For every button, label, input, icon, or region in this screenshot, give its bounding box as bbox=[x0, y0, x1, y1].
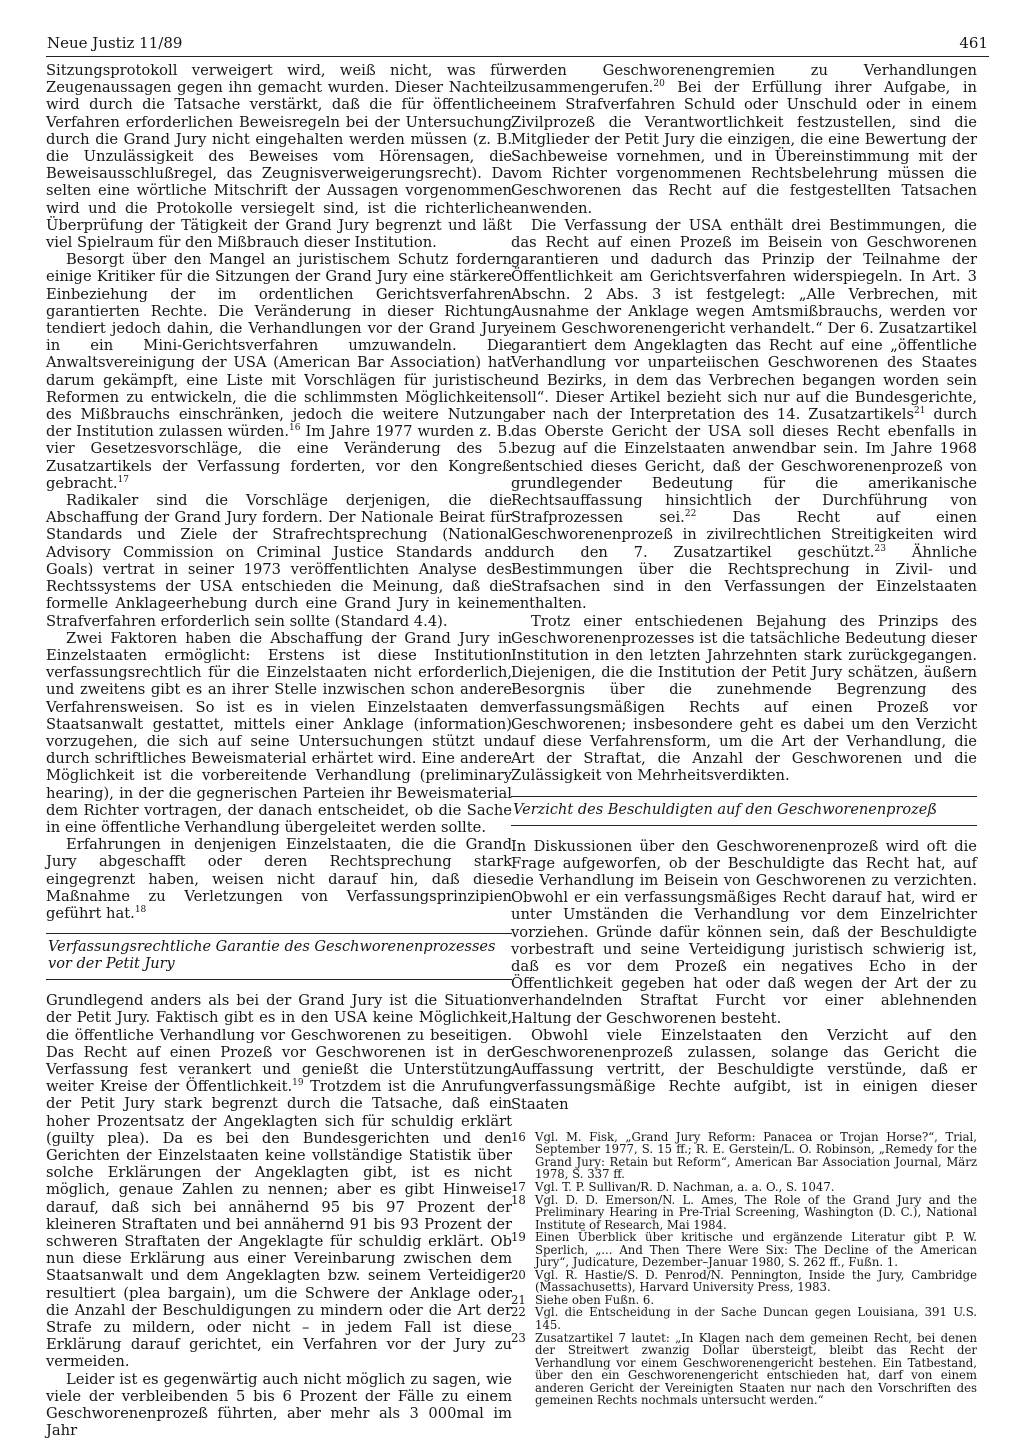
footnote-ref: 21 bbox=[914, 406, 926, 417]
paragraph-text: Leider ist es gegenwärtig auch nicht möglich zu sagen, wie viele der verbleibenden 5 bis 6 Prozent der Fälle zu einem Geschworenenprozeß führten, aber mehr als 3 000mal im Jahr bbox=[46, 1370, 512, 1439]
paragraph-text: Bei der Erfüllung ihrer Aufgabe, in einem Strafverfahren Schuld oder Unschuld oder in einem Zivilprozeß die Verantwortlichkeit festzustellen, sind die Mitglieder der Petit Jury die einzigen, die eine Bewertung der Sachbeweise vornehmen, und in Übereinstimmung mit der vom Richter vorgenommenen Rechtsbelehrung müssen die Geschworenen das Recht auf die festgestellten Tatsachen anwenden. bbox=[511, 79, 977, 217]
paragraph-text: Ähnliche Bestimmungen über die Rechtsprechung in Zivil- und Strafsachen sind in den Verfassungen der Einzelstaaten enthalten. bbox=[511, 543, 978, 613]
paragraph-text: Zwei Faktoren haben die Abschaffung der Grand Jury in Einzelstaaten ermöglicht: Erstens ist diese Institution verfassungsrechtlich für die Einzelstaaten nicht erforderlich, und zweitens gibt es an ihrer Stelle inzwischen schon andere Verfahrensweisen. So ist es in vielen Einzelstaaten dem Staatsanwalt gestattet, mittels einer Anklage (information) vorzugehen, die sich auf seine Untersuchungen stützt und durch schriftliches Beweismaterial erhärtet wird. Eine andere Möglichkeit ist die vorbereitende Verhandlung (preliminary hearing), in der die gegnerischen Parteien ihr Beweismaterial dem Richter vortragen, der danach entscheidet, ob die Sache in eine öffentliche Verhandlung übergeleitet werden sollte. bbox=[46, 629, 512, 836]
footnote bbox=[511, 1181, 977, 1194]
right-paragraphs-2 bbox=[511, 838, 977, 1113]
footnote-number: 20 bbox=[511, 1267, 526, 1282]
paragraph bbox=[46, 251, 512, 492]
footnote-text: Einen Überblick über kritische und ergänzende Literatur gibt P. W. Sperlich, „... And Then There Were Six: The Decline of the American Jury“, Judicature, Dezember–Januar 1980, S. 262 ff., Fußn. 1. bbox=[535, 1230, 977, 1270]
footnote-number: 18 bbox=[511, 1192, 526, 1207]
paragraph bbox=[511, 62, 977, 217]
section-heading: Verfassungsrechtliche Garantie des Geschworenenprozesses vor der Petit Jury bbox=[48, 939, 496, 973]
footnote-number: 23 bbox=[511, 1330, 526, 1345]
footnote bbox=[511, 1131, 977, 1181]
footnote-ref: 16 bbox=[289, 423, 301, 434]
footnote-ref: 22 bbox=[684, 509, 697, 520]
footnote-number: 22 bbox=[511, 1305, 526, 1320]
header-rule bbox=[46, 56, 989, 57]
footnote-text: Vgl. T. P. Sullivan/R. D. Nachman, a. a. O., S. 1047. bbox=[535, 1179, 835, 1194]
paragraph bbox=[511, 613, 977, 785]
footnote bbox=[511, 1269, 977, 1294]
footnote-text: Zusatzartikel 7 lautet: „In Klagen nach dem gemeinen Recht, bei denen der Streitwert zwanzig Dollar übersteigt, bleibt das Recht der Verhandlung vor einem Geschworenengericht bestehen. Ein Tatbestand, über den ein Geschworenengericht entschieden hat, darf von einem anderen Gericht der Vereinigten Staaten nur nach den Vorschriften des gemeinen Rechts nochmals untersucht werden.“ bbox=[535, 1330, 977, 1408]
footnote bbox=[511, 1332, 977, 1407]
paragraph-text: Im Jahre 1977 wurden z. B. vier Gesetzesvorschläge, die eine Veränderung des 5. Zusatzartikels der Verfassung forderten, vor den Kongreß gebracht. bbox=[46, 423, 512, 492]
paragraph-text: Obwohl viele Einzelstaaten den Verzicht auf den Geschworenenprozeß zulassen, solange das Gericht die Auffassung vertritt, der Beschuldigte verstünde, daß er verfassungsmäßige Rechte aufgibt, ist in einigen dieser Staaten bbox=[511, 1026, 977, 1113]
right-column bbox=[511, 62, 977, 1407]
footnote bbox=[511, 1306, 977, 1331]
paragraph-text: Grundlegend anders als bei der Grand Jury ist die Situation der Petit Jury. Faktisch gibt es in den USA keine Möglichkeit, die öffentliche Verhandlung vor Geschworenen zu beseitigen. Das Recht auf einen Prozeß vor Geschworenen ist in der Verfassung fest verankert und genießt die Unterstützung weiter Kreise der Öffentlichkeit. bbox=[46, 992, 512, 1096]
footnote-number: 19 bbox=[511, 1230, 526, 1245]
page-number: 461 bbox=[959, 34, 988, 52]
paragraph bbox=[511, 217, 977, 613]
footnote-ref: 17 bbox=[117, 474, 129, 485]
paragraph bbox=[46, 992, 512, 1370]
section-heading-box-2 bbox=[511, 796, 977, 826]
paragraph-text: Erfahrungen in denjenigen Einzelstaaten, die die Grand Jury abgeschafft oder deren Rechtsprechung stark eingegrenzt haben, weisen nicht darauf hin, daß diese Maßnahme zu Verletzungen von Verfassungsprinzipien geführt hat. bbox=[46, 836, 512, 922]
paragraph-text: Das Recht auf einen Geschworenenprozeß in zivilrechtlichen Streitigkeiten wird durch den 7. Zusatzartikel geschützt. bbox=[511, 509, 977, 561]
paragraph-text: Die Verfassung der USA enthält drei Bestimmungen, die das Recht auf einen Prozeß im Beisein von Geschworenen garantieren und dadurch das Prinzip der Teilnahme der Öffentlichkeit am Gerichtsverfahren widerspiegeln. In Art. 3 Abschn. 2 Abs. 3 ist festgelegt: „Alle Verbrechen, mit Ausnahme der Anklage wegen Amtsmißbrauchs, werden vor einem Geschworenengericht verhandelt.“ Der 6. Zusatzartikel garantiert dem Angeklagten das Recht auf eine „öffentliche Verhandlung vor unparteiischen Geschworenen des Staates und Bezirks, in dem das Verbrechen begangen worden sein soll“. Dieser Artikel bezieht sich nur auf die Bundesgerichte, aber nach der Interpretation des 14. Zusatzartikels bbox=[511, 216, 977, 424]
paragraph-text: durch das Oberste Gericht der USA soll dieses Recht ebenfalls in bezug auf die Einzelstaaten anwendbar sein. Im Jahre 1968 entschied dieses Gericht, daß der Geschworenenprozeß von grundlegender Bedeutung für die amerikanische Rechtsauffassung hinsichtlich der Durchführung von Strafprozessen sei. bbox=[511, 406, 977, 527]
footnote-number: 21 bbox=[511, 1292, 526, 1307]
footnote-ref: 19 bbox=[292, 1078, 304, 1089]
footnote-text: Vgl. die Entscheidung in der Sache Duncan gegen Louisiana, 391 U.S. 145. bbox=[535, 1305, 977, 1332]
paragraph-text: Trotzdem ist die Anrufung der Petit Jury stark begrenzt durch die Tatsache, daß ein hoher Prozentsatz der Angeklagten sich für schuldig erklärt (guilty plea). Da es bei den Bundesgerichten und den Gerichten der Einzelstaaten keine vollständige Statistik über solche Erklärungen der Angeklagten gibt, ist es nicht möglich, genaue Zahlen zu nennen; aber es gibt Hinweise darauf, daß sich bei annähernd 95 bis 97 Prozent der kleineren Straftaten und bei annähernd 91 bis 93 Prozent der schweren Straftaten der Angeklagte für schuldig erklärt. Ob nun diese Erklärung aus einer Vereinbarung zwischen dem Staatsanwalt und dem Angeklagten bzw. seinem Verteidiger resultiert (plea bargain), um die Schwere der Anklage oder die Anzahl der Beschuldigungen zu mindern oder die Art der Strafe zu mildern, oder nicht – in jedem Fall ist diese Erklärung darauf gerichtet, ein Verfahren vor der Jury zu vermeiden. bbox=[46, 1078, 512, 1371]
footnote-text: Siehe oben Fußn. 6. bbox=[535, 1292, 655, 1307]
footnote-text: Vgl. D. D. Emerson/N. L. Ames, The Role of the Grand Jury and the Preliminary Hearing in Pre-Trial Screening, Washington (D. C.), National Institute of Research, Mai 1984. bbox=[535, 1192, 977, 1232]
footnote-number: 16 bbox=[511, 1129, 526, 1144]
footnote bbox=[511, 1194, 977, 1232]
paragraph bbox=[511, 1027, 977, 1113]
footnote-ref: 23 bbox=[874, 543, 886, 554]
paragraph-text: Sitzungsprotokoll verweigert wird, weiß nicht, was für Zeugenaussagen gegen ihn gemacht wurden. Dieser Nachteil wird durch die Tatsache verstärkt, daß die für öffentliche Verfahren erforderlichen Beweisregeln bei der Untersuchung durch die Grand Jury nicht eingehalten werden müssen (z. B. die Unzulässigkeit des Beweises vom Hörensagen, die Beweisausschlußregel, das Zeugnisverweigerungsrecht). Da selten eine wörtliche Mitschrift der Aussagen vorgenommen wird und die Protokolle versiegelt sind, ist die richterliche Überprüfung der Tätigkeit der Grand Jury begrenzt und läßt viel Spielraum für den Mißbrauch dieser Institution. bbox=[46, 62, 512, 252]
paragraph-text: Trotz einer entschiedenen Bejahung des Prinzips des Geschworenenprozesses ist die tatsächliche Bedeutung dieser Institution in den letzten Jahrzehnten stark zurückgegangen. Diejenigen, die die Institution der Petit Jury schätzen, äußern Besorgnis über die zunehmende Begrenzung des verfassungsmäßigen Rechts auf einen Prozeß vor Geschworenen; insbesondere geht es dabei um den Verzicht auf diese Verfahrensform, um die Art der Verhandlung, die Art der Straftat, die Anzahl der Geschworenen und die Zulässigkeit von Mehrheitsverdikten. bbox=[511, 612, 977, 785]
right-paragraphs bbox=[511, 62, 977, 785]
footnotes bbox=[511, 1131, 977, 1407]
paragraph bbox=[46, 836, 512, 922]
paragraph bbox=[46, 1371, 512, 1439]
paragraph bbox=[46, 62, 512, 251]
running-header-journal: Neue Justiz 11/89 bbox=[47, 34, 183, 52]
footnote-ref: 20 bbox=[653, 79, 665, 90]
paragraph bbox=[46, 492, 512, 630]
section-heading-2: Verzicht des Beschuldigten auf den Geschworenenprozeß bbox=[513, 801, 938, 818]
left-paragraphs-2 bbox=[46, 992, 512, 1439]
paragraph bbox=[511, 838, 977, 1027]
paragraph-text: werden Geschworenengremien zu Verhandlungen zusammengerufen. bbox=[511, 62, 977, 97]
left-column bbox=[46, 62, 512, 1439]
section-heading-box bbox=[46, 933, 512, 980]
paragraph-text: Besorgt über den Mangel an juristischem Schutz fordern einige Kritiker für die Sitzungen der Grand Jury eine stärkere Einbeziehung der im ordentlichen Gerichtsverfahren garantierten Rechte. Die Veränderung in dieser Richtung tendiert jedoch dahin, die Verhandlungen vor der Grand Jury in ein Mini-Gerichtsverfahren umzuwandeln. Die Anwaltsvereinigung der USA (American Bar Association) hat darum gekämpft, eine Liste mit Vorschlägen für juristische Reformen zu entwickeln, die die schlimmsten Möglichkeiten des Mißbrauchs einschränken, jedoch die weitere Nutzung der Institution zulassen würden. bbox=[46, 251, 512, 441]
paragraph-text: Radikaler sind die Vorschläge derjenigen, die die Abschaffung der Grand Jury fordern. Der Nationale Beirat für Standards und Ziele der Strafrechtsprechung (National Advisory Commission on Criminal Justice Standards and Goals) vertrat in seiner 1973 veröffentlichten Analyse des Rechtssystems der USA entschieden die Meinung, daß die formelle Anklageerhebung durch eine Grand Jury in keinem Strafverfahren erforderlich sein sollte (Standard 4.4). bbox=[46, 492, 512, 630]
paragraph-text: In Diskussionen über den Geschworenenprozeß wird oft die Frage aufgeworfen, ob der Beschuldigte das Recht hat, auf die Verhandlung im Beisein von Geschworenen zu verzichten. Obwohl er ein verfassungsmäßiges Recht darauf hat, wird er unter Umständen die Verhandlung vor dem Einzelrichter vorziehen. Gründe dafür können sein, daß der Beschuldigte vorbestraft und seine Verteidigung juristisch schwierig ist, daß es vor dem Prozeß ein negatives Echo in der Öffentlichkeit gegeben hat oder daß wegen der Art der zu verhandelnden Straftat Furcht vor einer ablehnenden Haltung der Geschworenen besteht. bbox=[511, 837, 977, 1027]
paragraph bbox=[46, 630, 512, 836]
footnote bbox=[511, 1231, 977, 1269]
footnote-text: Vgl. M. Fisk, „Grand Jury Reform: Panacea or Trojan Horse?“, Trial, September 1977, S. 15 ff.; R. E. Gerstein/L. O. Robinson, „Remedy for the Grand Jury: Retain but Reform“, American Bar Association Journal, März 1978, S. 337 ff. bbox=[535, 1129, 977, 1182]
footnote-text: Vgl. R. Hastie/S. D. Penrod/N. Pennington, Inside the Jury, Cambridge (Massachusetts), Harvard University Press, 1983. bbox=[535, 1267, 977, 1295]
footnote-ref: 18 bbox=[134, 905, 147, 916]
footnote-number: 17 bbox=[511, 1179, 526, 1194]
left-paragraphs bbox=[46, 62, 512, 922]
